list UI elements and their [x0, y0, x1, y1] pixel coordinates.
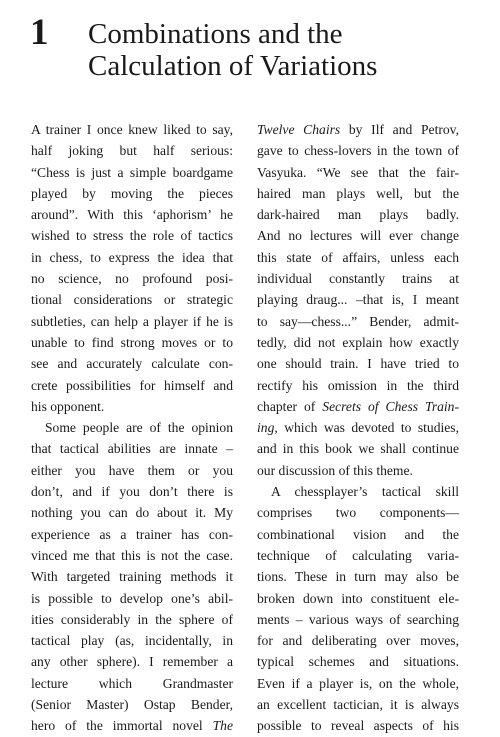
- left-text-column: [31, 119, 233, 737]
- text-line: see and accurately calculate con-: [31, 356, 233, 372]
- text-line: broken down into constituent ele-: [257, 590, 459, 606]
- text-line: individual constantly trains at: [257, 271, 459, 287]
- text-line: is possible to develop one’s abil-: [31, 590, 233, 606]
- text-line: in chess, to express the idea that: [31, 249, 233, 265]
- chapter-title: [88, 18, 377, 82]
- text-line: playing draug... –that is, I meant: [257, 292, 459, 308]
- chapter-number: 1: [30, 12, 49, 53]
- text-line: tactical play (as, incidentally, in: [31, 633, 233, 649]
- text-line: either you have them or you: [31, 462, 233, 478]
- text-line: ities considerably in the sphere of: [31, 611, 233, 627]
- text-line: hero of the immortal novel The: [31, 718, 233, 734]
- text-line: don’t, and if you don’t there is: [31, 484, 233, 500]
- text-line: half joking but half serious:: [31, 143, 233, 159]
- text-line: technique of calculating varia-: [257, 547, 459, 563]
- text-line: an excellent tactician, it is always: [257, 697, 459, 713]
- text-line: our discussion of this theme.: [257, 462, 413, 478]
- text-line: this state of affairs, unless each: [257, 249, 459, 265]
- text-line: unable to find strong moves or to: [31, 334, 233, 350]
- text-line: experience as a trainer has con-: [31, 526, 233, 542]
- text-line: typical schemes and situations.: [257, 654, 459, 670]
- text-line: Some people are of the opinion: [45, 420, 233, 436]
- text-line: any other sphere). I remember a: [31, 654, 233, 670]
- text-line: rectify his omission in the third: [257, 377, 459, 393]
- text-line: Vasyuka. “We see that the fair-: [257, 164, 459, 180]
- text-line: crete possibilities for himself and: [31, 377, 233, 393]
- text-line: “Chess is just a simple boardgame: [31, 164, 233, 180]
- text-line: tedly, did not explain how exactly: [257, 334, 459, 350]
- text-line: around”. With this ‘aphorism’ he: [31, 207, 233, 223]
- chapter-title-line: Combinations and the: [88, 18, 343, 50]
- text-line: that tactical abilities are innate –: [31, 441, 233, 457]
- text-line: for and deliberating over moves,: [257, 633, 459, 649]
- text-line: Even if a player is, on the whole,: [257, 675, 459, 691]
- text-line: chapter of Secrets of Chess Train-: [257, 398, 460, 414]
- text-line: ments – various ways of searching: [257, 611, 459, 627]
- text-line: A chessplayer’s tactical skill: [271, 484, 459, 500]
- text-line: ing, which was devoted to studies,: [257, 420, 459, 436]
- text-line: A trainer I once knew liked to say,: [31, 122, 233, 137]
- chapter-title-line: Calculation of Variations: [88, 50, 378, 82]
- text-line: combinational vision and the: [257, 526, 459, 542]
- text-line: possible to reveal aspects of his: [257, 718, 459, 734]
- text-line: wished to stress the role of tactics: [31, 228, 233, 244]
- text-line: And no lectures will ever change: [257, 228, 459, 244]
- right-text-column: [257, 119, 459, 737]
- text-line: haired man plays well, but the: [257, 185, 459, 201]
- text-line: to say—chess...” Bender, admit-: [257, 313, 459, 329]
- text-line: no science, no profound posi-: [31, 271, 233, 287]
- text-line: lecture which Grandmaster: [31, 675, 233, 691]
- text-line: Twelve Chairs by Ilf and Petrov,: [257, 122, 459, 137]
- text-line: gave to chess-lovers in the town of: [257, 143, 459, 159]
- text-line: With targeted training methods it: [31, 569, 233, 585]
- text-line: dark-haired man plays badly.: [257, 207, 459, 223]
- text-line: comprises two components—: [257, 505, 459, 521]
- text-line: tional considerations or strategic: [31, 292, 233, 308]
- text-line: (Senior Master) Ostap Bender,: [31, 697, 233, 713]
- text-line: and in this book we shall continue: [257, 441, 459, 457]
- text-line: subtleties, can help a player if he is: [31, 313, 233, 329]
- text-line: nothing you can do about it. My: [31, 505, 233, 521]
- text-line: played by moving the pieces: [31, 185, 233, 201]
- text-line: one should train. I have tried to: [257, 356, 459, 372]
- text-line: vinced me that this is not the case.: [31, 547, 233, 563]
- text-line: tions. These in turn may also be: [257, 569, 459, 585]
- text-line: his opponent.: [31, 398, 105, 414]
